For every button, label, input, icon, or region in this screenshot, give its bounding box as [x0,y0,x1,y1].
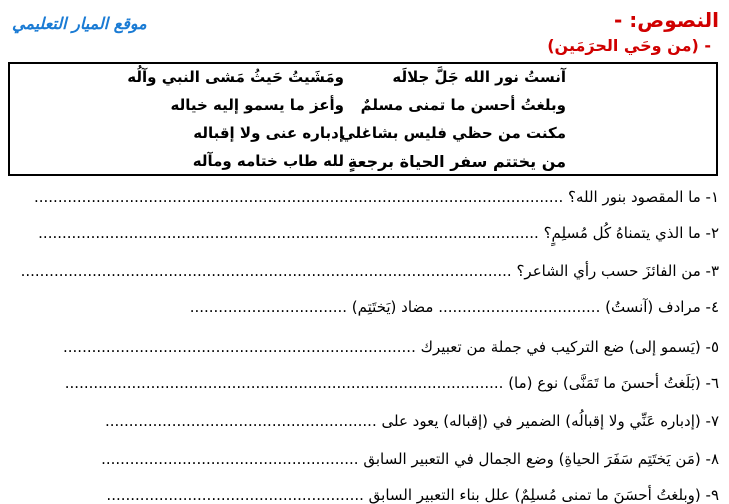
logo-text: موقع الميار التعليمي [12,14,147,33]
question-2: ٢- ما الذي يتمناهُ كُل مُسلِمٍ؟ ......................................................................................................... [38,224,719,242]
question-7: ٧- (إدباره عَنِّي ولا إقبالُه) الضمير في (إقباله) يعود على ......................................................... [104,412,719,430]
verse-4-first: من يختتم سفر الحياة برجعةٍ [347,152,566,171]
question-3: ٣- من الفائزَ حسب رأي الشاعر؟ ....................................................................................................... [20,262,719,280]
question-5: ٥- (يَسمو إلى) ضع التركيب في جملة من تعبيرك .......................................................................... [63,338,719,356]
verse-1-first: آنستُ نور الله جَلَّ جلالَه [392,68,566,86]
page-subtitle: - (من وحَي الحرَمَين) [547,36,711,55]
page-title: النصوص: - [614,8,719,32]
verse-2-second: وأعز ما يسمو إليه خياله [170,96,344,114]
verse-4-second: لله طاب ختامه ومآله [192,152,344,170]
verse-3-first: مكنت من حظي فليس بشاغلي [340,124,566,142]
question-8: ٨- (مَن يَختَتِم سَفَرَ الحياةِ) وضع الجمال في التعبير السابق ...................................................... [101,450,719,468]
verse-1-second: ومَشَيتُ حَيثُ مَشى النبي وآلُه [127,68,344,86]
poem-box [8,62,718,176]
verse-3-second: إدباره عنى ولا إقباله [193,124,344,142]
question-4: ٤- مرادف (آنستُ) .................................. مضاد (يَختَتِم) ................................. [189,298,719,316]
question-6: ٦- (بَلَغتُ أحسنَ ما تَمَنَّى) نوع (ما) ............................................................................................ [64,374,719,392]
question-9: ٩- (وبلغتُ أحسَنَ ما تمنى مُسلِمٌ) علل بناء التعبير السابق ...................................................... [106,486,719,504]
question-1: ١- ما المقصود بنور الله؟ ............................................................................................................... [33,188,719,206]
verse-2-first: وبلغتُ أحسن ما تمنى مسلمٌ [360,96,566,114]
site-logo [6,4,156,44]
